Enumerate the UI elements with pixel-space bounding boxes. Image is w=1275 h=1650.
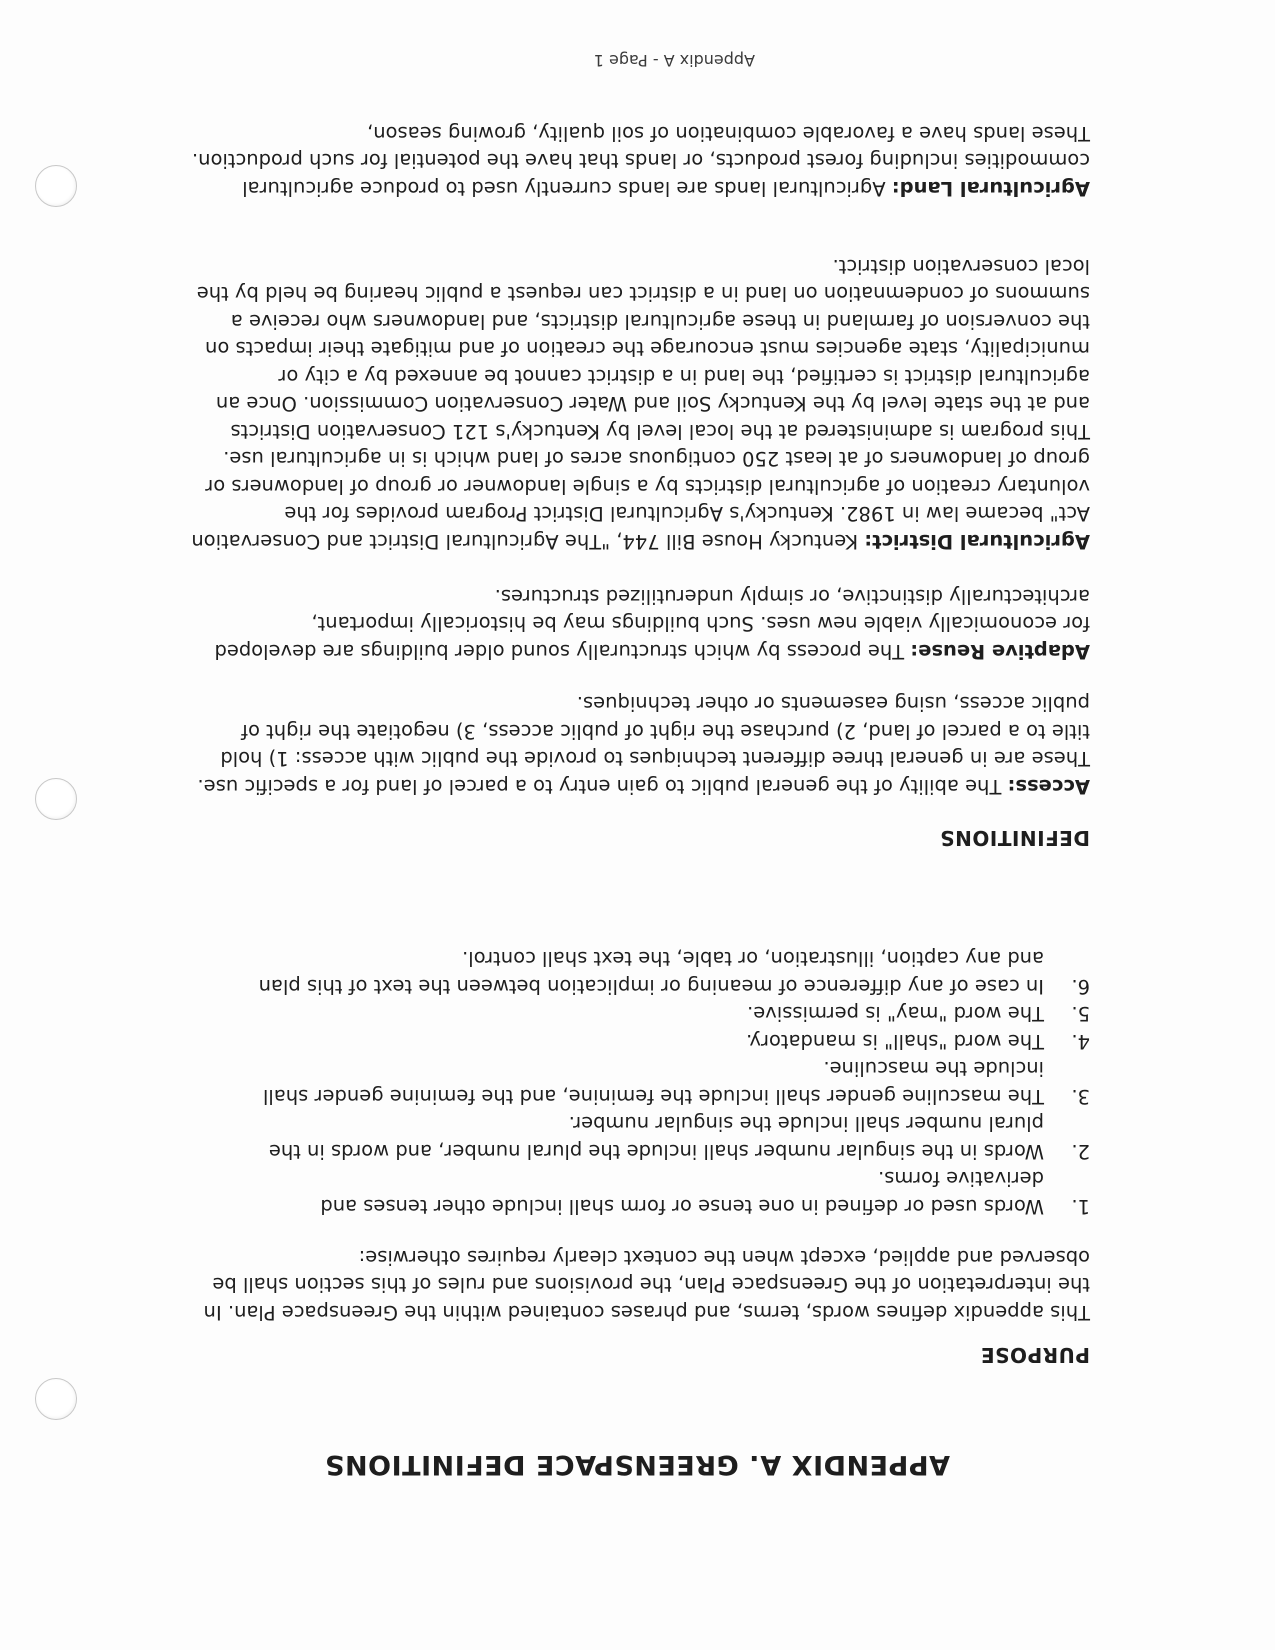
definitions-heading: DEFINITIONS <box>939 826 1090 850</box>
rule-text: The word "may" is permissive. <box>747 1002 1044 1026</box>
definition-text: Kentucky House Bill 744, "The Agricultural District and Conservation Act" became law in 1982. Kentucky's Agricultural District Program provides for the voluntary creation of agricultural districts by a single landowner or group of landowners or group of landowners of at least 250 contiguous acres of land which is in agricultural use. This program is administered at the local level by Kentucky's 121 Conservation Districts and at the state level by the Kentucky Soil and Water Conservation Commission. Once an agricultural district is certified, the land in a district cannot be annexed by a city or municipality, state agencies must encourage the creation of and mitigate their impacts on the conversion of farmland in these agricultural districts, and landowners who receive a summons of condemnation on land in a district can request a public hearing be held by the local conservation district. <box>191 255 1090 553</box>
rule-text: Words used or defined in one tense or form shall include other tenses and derivative forms. <box>320 1167 1044 1218</box>
definition-term: Access: <box>1007 775 1090 798</box>
rule-item <box>190 1110 1090 1165</box>
rule-item <box>190 1028 1090 1056</box>
rule-number: 6. <box>1071 975 1090 998</box>
punch-hole-top <box>35 1378 77 1420</box>
purpose-heading: PURPOSE <box>980 1343 1090 1367</box>
rule-item <box>190 1000 1090 1028</box>
rule-text: The word "shall" is mandatory. <box>746 1030 1044 1053</box>
definition-text: The ability of the general public to gain entry to a parcel of land for a specific use. These are in general three different techniques to provide the public with access: 1) hold title to a parcel of land, 2) purchase the right of public access, 3) negotiate the right of public access, using easements or other techniques. <box>197 692 1090 798</box>
rule-item <box>190 1055 1090 1110</box>
punch-hole-middle <box>35 778 77 820</box>
rule-number: 3. <box>1071 1085 1090 1108</box>
rule-number: 1. <box>1071 1195 1090 1218</box>
definition-text: The process by which structurally sound older buildings are developed for economically viable new uses. Such buildings may be historically important, architecturally distinctive, or simply underutilized structures. <box>214 585 1090 663</box>
definition-term: Agricultural District: <box>864 530 1090 553</box>
page-title: APPENDIX A. GREENSPACE DEFINITIONS <box>324 1449 950 1480</box>
rule-text: Words in the singular number shall include the plural number, and words in the plural number shall include the singular number. <box>268 1112 1044 1163</box>
definition-entry-access <box>190 690 1090 800</box>
rule-text: In case of any difference of meaning or implication between the text of this plan and any caption, illustration, or table, the text shall control. <box>258 947 1044 998</box>
purpose-intro: This appendix defines words, terms, and phrases contained within the Greenspace Plan. In the interpretation of the Greenspace Plan, the provisions and rules of this section shall be observed and applied, except when the context clearly requires otherwise: <box>203 1246 1090 1324</box>
rule-number: 2. <box>1071 1140 1090 1163</box>
definition-term: Adaptive Reuse: <box>910 640 1090 663</box>
definition-entry-agricultural-district <box>190 253 1090 556</box>
definition-term: Agricultural Land: <box>891 177 1090 200</box>
rule-number: 4. <box>1071 1030 1090 1053</box>
rule-number: 5. <box>1071 1002 1090 1026</box>
rule-item <box>190 1165 1090 1220</box>
interpretation-rules <box>190 945 1090 1220</box>
definition-text: Agricultural lands are lands currently used to produce agricultural commodities including forest products, or lands that have the potential for such production. These lands have a favorable combination of soil quality, growing season, <box>191 122 1090 200</box>
page-footer: Appendix A - Page 1 <box>593 51 755 70</box>
rule-item <box>190 945 1090 1000</box>
definition-entry-agricultural-land <box>190 120 1090 203</box>
punch-hole-bottom <box>35 165 77 207</box>
definition-entry-adaptive-reuse <box>190 583 1090 666</box>
rule-text: The masculine gender shall include the feminine, and the feminine gender shall include the masculine. <box>262 1057 1044 1108</box>
